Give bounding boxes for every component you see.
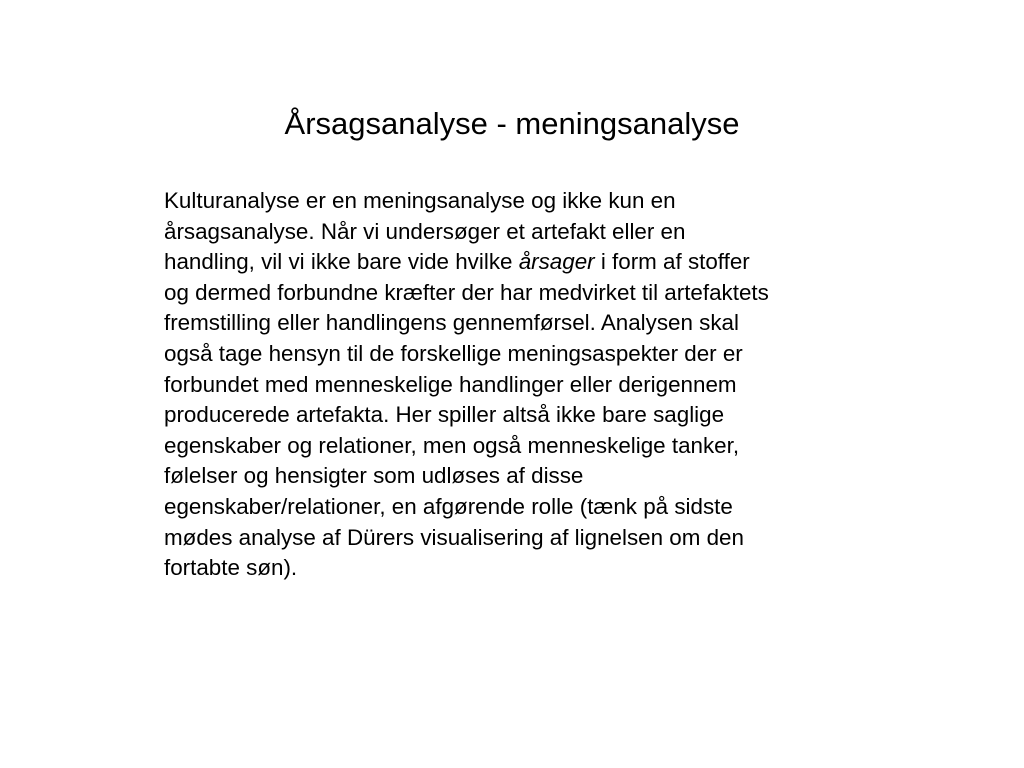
body-text-line — [164, 553, 864, 584]
text-segment: årsagsanalyse. Når vi undersøger et artefakt eller en — [164, 218, 686, 244]
body-text-line — [164, 278, 864, 309]
body-text-line — [164, 247, 864, 278]
text-segment: også tage hensyn til de forskellige meningsaspekter der er — [164, 340, 743, 366]
body-text-line — [164, 308, 864, 339]
body-text-line — [164, 492, 864, 523]
body-text-line — [164, 431, 864, 462]
body-text-line — [164, 523, 864, 554]
text-segment: handling, vil vi ikke bare vide hvilke — [164, 249, 519, 275]
text-segment: fortabte søn). — [164, 555, 298, 581]
text-segment: mødes analyse af Dürers visualisering af lignelsen om den — [164, 524, 744, 550]
text-segment: og dermed forbundne kræfter der har medvirket til artefaktets — [164, 279, 769, 305]
slide-body-text — [164, 186, 864, 584]
text-segment: forbundet med menneskelige handlinger eller derigennem — [164, 371, 737, 397]
body-text-line — [164, 370, 864, 401]
body-text-line — [164, 186, 864, 217]
slide-title: Årsagsanalyse - meningsanalyse — [284, 106, 740, 141]
text-segment: egenskaber og relationer, men også menneskelige tanker, — [164, 432, 740, 458]
text-segment: i form af stoffer — [594, 249, 750, 275]
body-text-line — [164, 339, 864, 370]
text-segment: fremstilling eller handlingens gennemførsel. Analysen skal — [164, 310, 739, 336]
body-text-line — [164, 400, 864, 431]
text-segment: Kulturanalyse er en meningsanalyse og ikke kun en — [164, 188, 676, 213]
body-text-line — [164, 217, 864, 248]
italic-text-segment: årsager — [518, 249, 595, 275]
text-segment: følelser og hensigter som udløses af disse — [164, 463, 584, 489]
text-segment: egenskaber/relationer, en afgørende rolle (tænk på sidste — [164, 493, 733, 519]
body-text-line — [164, 461, 864, 492]
text-segment: producerede artefakta. Her spiller altså ikke bare saglige — [164, 402, 725, 428]
